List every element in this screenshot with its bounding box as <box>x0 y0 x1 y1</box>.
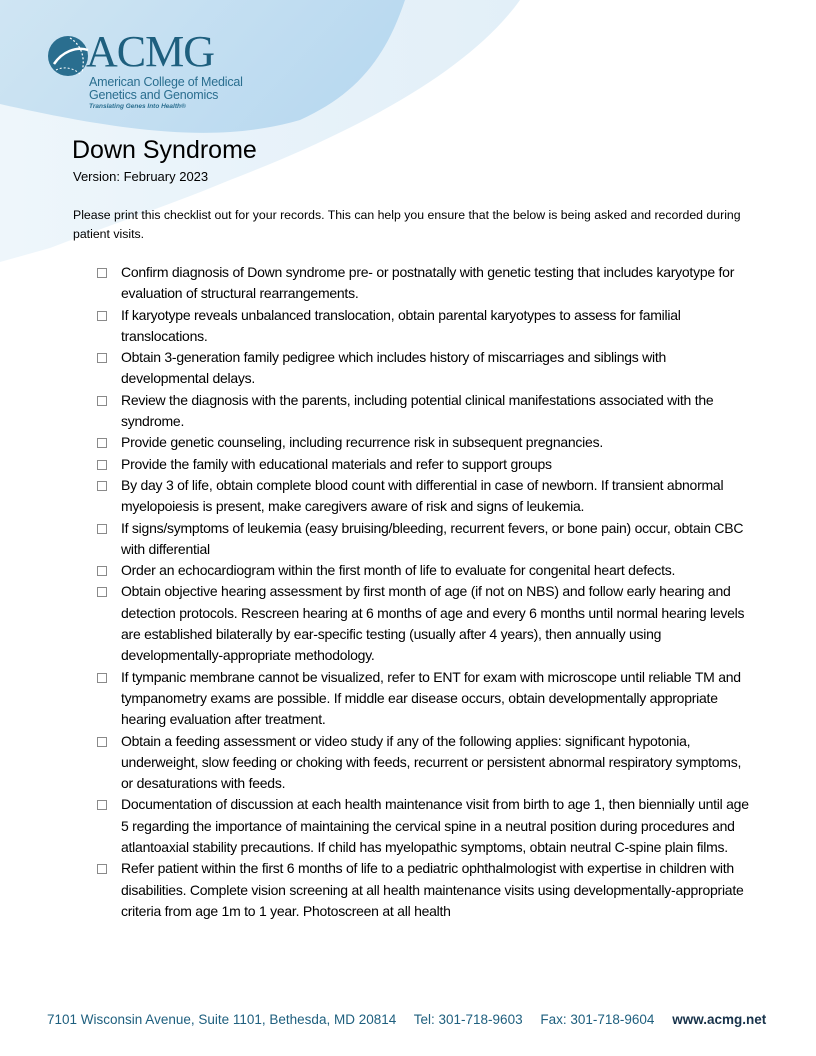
page-title: Down Syndrome <box>72 136 257 164</box>
checklist-item <box>96 347 756 390</box>
checklist-item <box>96 560 756 581</box>
checklist-item-text: If karyotype reveals unbalanced translocation, obtain parental karyotypes to assess for familial translocations. <box>121 306 681 344</box>
checklist-item <box>96 731 756 795</box>
checkbox[interactable] <box>97 524 107 534</box>
checklist-item-text: Review the diagnosis with the parents, including potential clinical manifestations associated with the syndrome. <box>121 391 714 430</box>
intro-text: Please print this checklist out for your records. This can help you ensure that the below is being asked and recorded during patient visits. <box>73 208 741 241</box>
footer-address: 7101 Wisconsin Avenue, Suite 1101, Bethesda, MD 20814 <box>47 1012 397 1027</box>
checklist-item-text: Provide genetic counseling, including recurrence risk in subsequent pregnancies. <box>121 434 603 451</box>
checklist-item <box>96 518 756 561</box>
checkbox[interactable] <box>97 396 107 406</box>
checklist-item <box>96 390 756 433</box>
checklist-item <box>96 305 756 348</box>
logo-org-name <box>89 76 243 102</box>
checkbox[interactable] <box>97 353 107 363</box>
checkbox[interactable] <box>97 737 107 747</box>
footer-fax: Fax: 301-718-9604 <box>540 1012 655 1027</box>
checklist-item-text: If tympanic membrane cannot be visualized, refer to ENT for exam with microscope until reliable TM and tympanometry exams are possible. If middle ear disease occurs, obtain developmentally appropriate hearing evaluation after treatment. <box>121 668 741 728</box>
logo-name-line2: Genetics and Genomics <box>89 88 219 102</box>
checklist-item <box>96 794 756 858</box>
checklist-item-text: Order an echocardiogram within the first month of life to evaluate for congenital heart defects. <box>121 562 676 579</box>
checkbox[interactable] <box>97 800 107 810</box>
checklist-item-text: Obtain objective hearing assessment by first month of age (if not on NBS) and follow early hearing and detection protocols. Rescreen hearing at 6 months of age and every 6 months until normal hearing levels are established bilaterally by ear-specific testing (usually after 4 years), then annually using developmentally-appropriate methodology. <box>121 583 745 664</box>
checklist-item <box>96 667 756 731</box>
checklist-item-text: Provide the family with educational materials and refer to support groups <box>121 455 552 472</box>
checkbox[interactable] <box>97 460 107 470</box>
footer-tel: Tel: 301-718-9603 <box>413 1012 523 1027</box>
checkbox[interactable] <box>97 673 107 683</box>
checklist-item <box>96 454 756 475</box>
checkbox[interactable] <box>97 587 107 597</box>
checkbox[interactable] <box>97 864 107 874</box>
checkbox[interactable] <box>97 566 107 576</box>
checklist-item-text: Obtain 3-generation family pedigree which includes history of miscarriages and siblings with developmental delays. <box>121 349 667 387</box>
checklist-item <box>96 432 756 453</box>
checkbox[interactable] <box>97 438 107 448</box>
checkbox[interactable] <box>97 268 107 278</box>
logo-name-line1: American College of Medical <box>89 75 243 89</box>
checklist-item <box>96 475 756 518</box>
logo-acronym: ACMG <box>86 27 215 76</box>
version-label: Version: February 2023 <box>73 169 209 184</box>
checklist-item-text: Obtain a feeding assessment or video study if any of the following applies: significant hypotonia, underweight, slow feeding or choking with feeds, recurrent or persistent abnormal respiratory symptoms, or desaturations with feeds. <box>121 732 742 792</box>
dna-globe-icon <box>46 34 90 78</box>
checkbox[interactable] <box>97 311 107 321</box>
checklist-item-text: If signs/symptoms of leukemia (easy bruising/bleeding, recurrent fevers, or bone pain) occur, obtain CBC with differential <box>121 519 744 557</box>
checkbox[interactable] <box>97 481 107 491</box>
checklist-item <box>96 262 756 305</box>
checklist-item-text: Refer patient within the first 6 months of life to a pediatric ophthalmologist with expertise in children with disabilities. Complete vision screening at all health maintenance visits using developmentally-appropriate criteria from age 1m to 1 year. Photoscreen at all health <box>121 860 744 919</box>
footer-contact <box>47 1012 766 1027</box>
checklist-item <box>96 581 756 666</box>
logo-tagline: Translating Genes Into Health® <box>89 103 186 110</box>
checklist-item-text: Documentation of discussion at each health maintenance visit from birth to age 1, then biennially until age 5 regarding the importance of maintaining the cervical spine in a neutral position during procedures and atlantoaxial stability precautions. If child has myelopathic symptoms, obtain neutral C-spine plain films. <box>121 796 749 856</box>
checklist-item-text: Confirm diagnosis of Down syndrome pre- or postnatally with genetic testing that includes karyotype for evaluation of structural rearrangements. <box>121 264 735 302</box>
checklist <box>96 262 756 922</box>
checklist-item-text: By day 3 of life, obtain complete blood count with differential in case of newborn. If transient abnormal myelopoiesis is present, make caregivers aware of risk and signs of leukemia. <box>121 476 724 515</box>
footer-website-link[interactable]: www.acmg.net <box>672 1012 767 1027</box>
checklist-item <box>96 858 756 922</box>
